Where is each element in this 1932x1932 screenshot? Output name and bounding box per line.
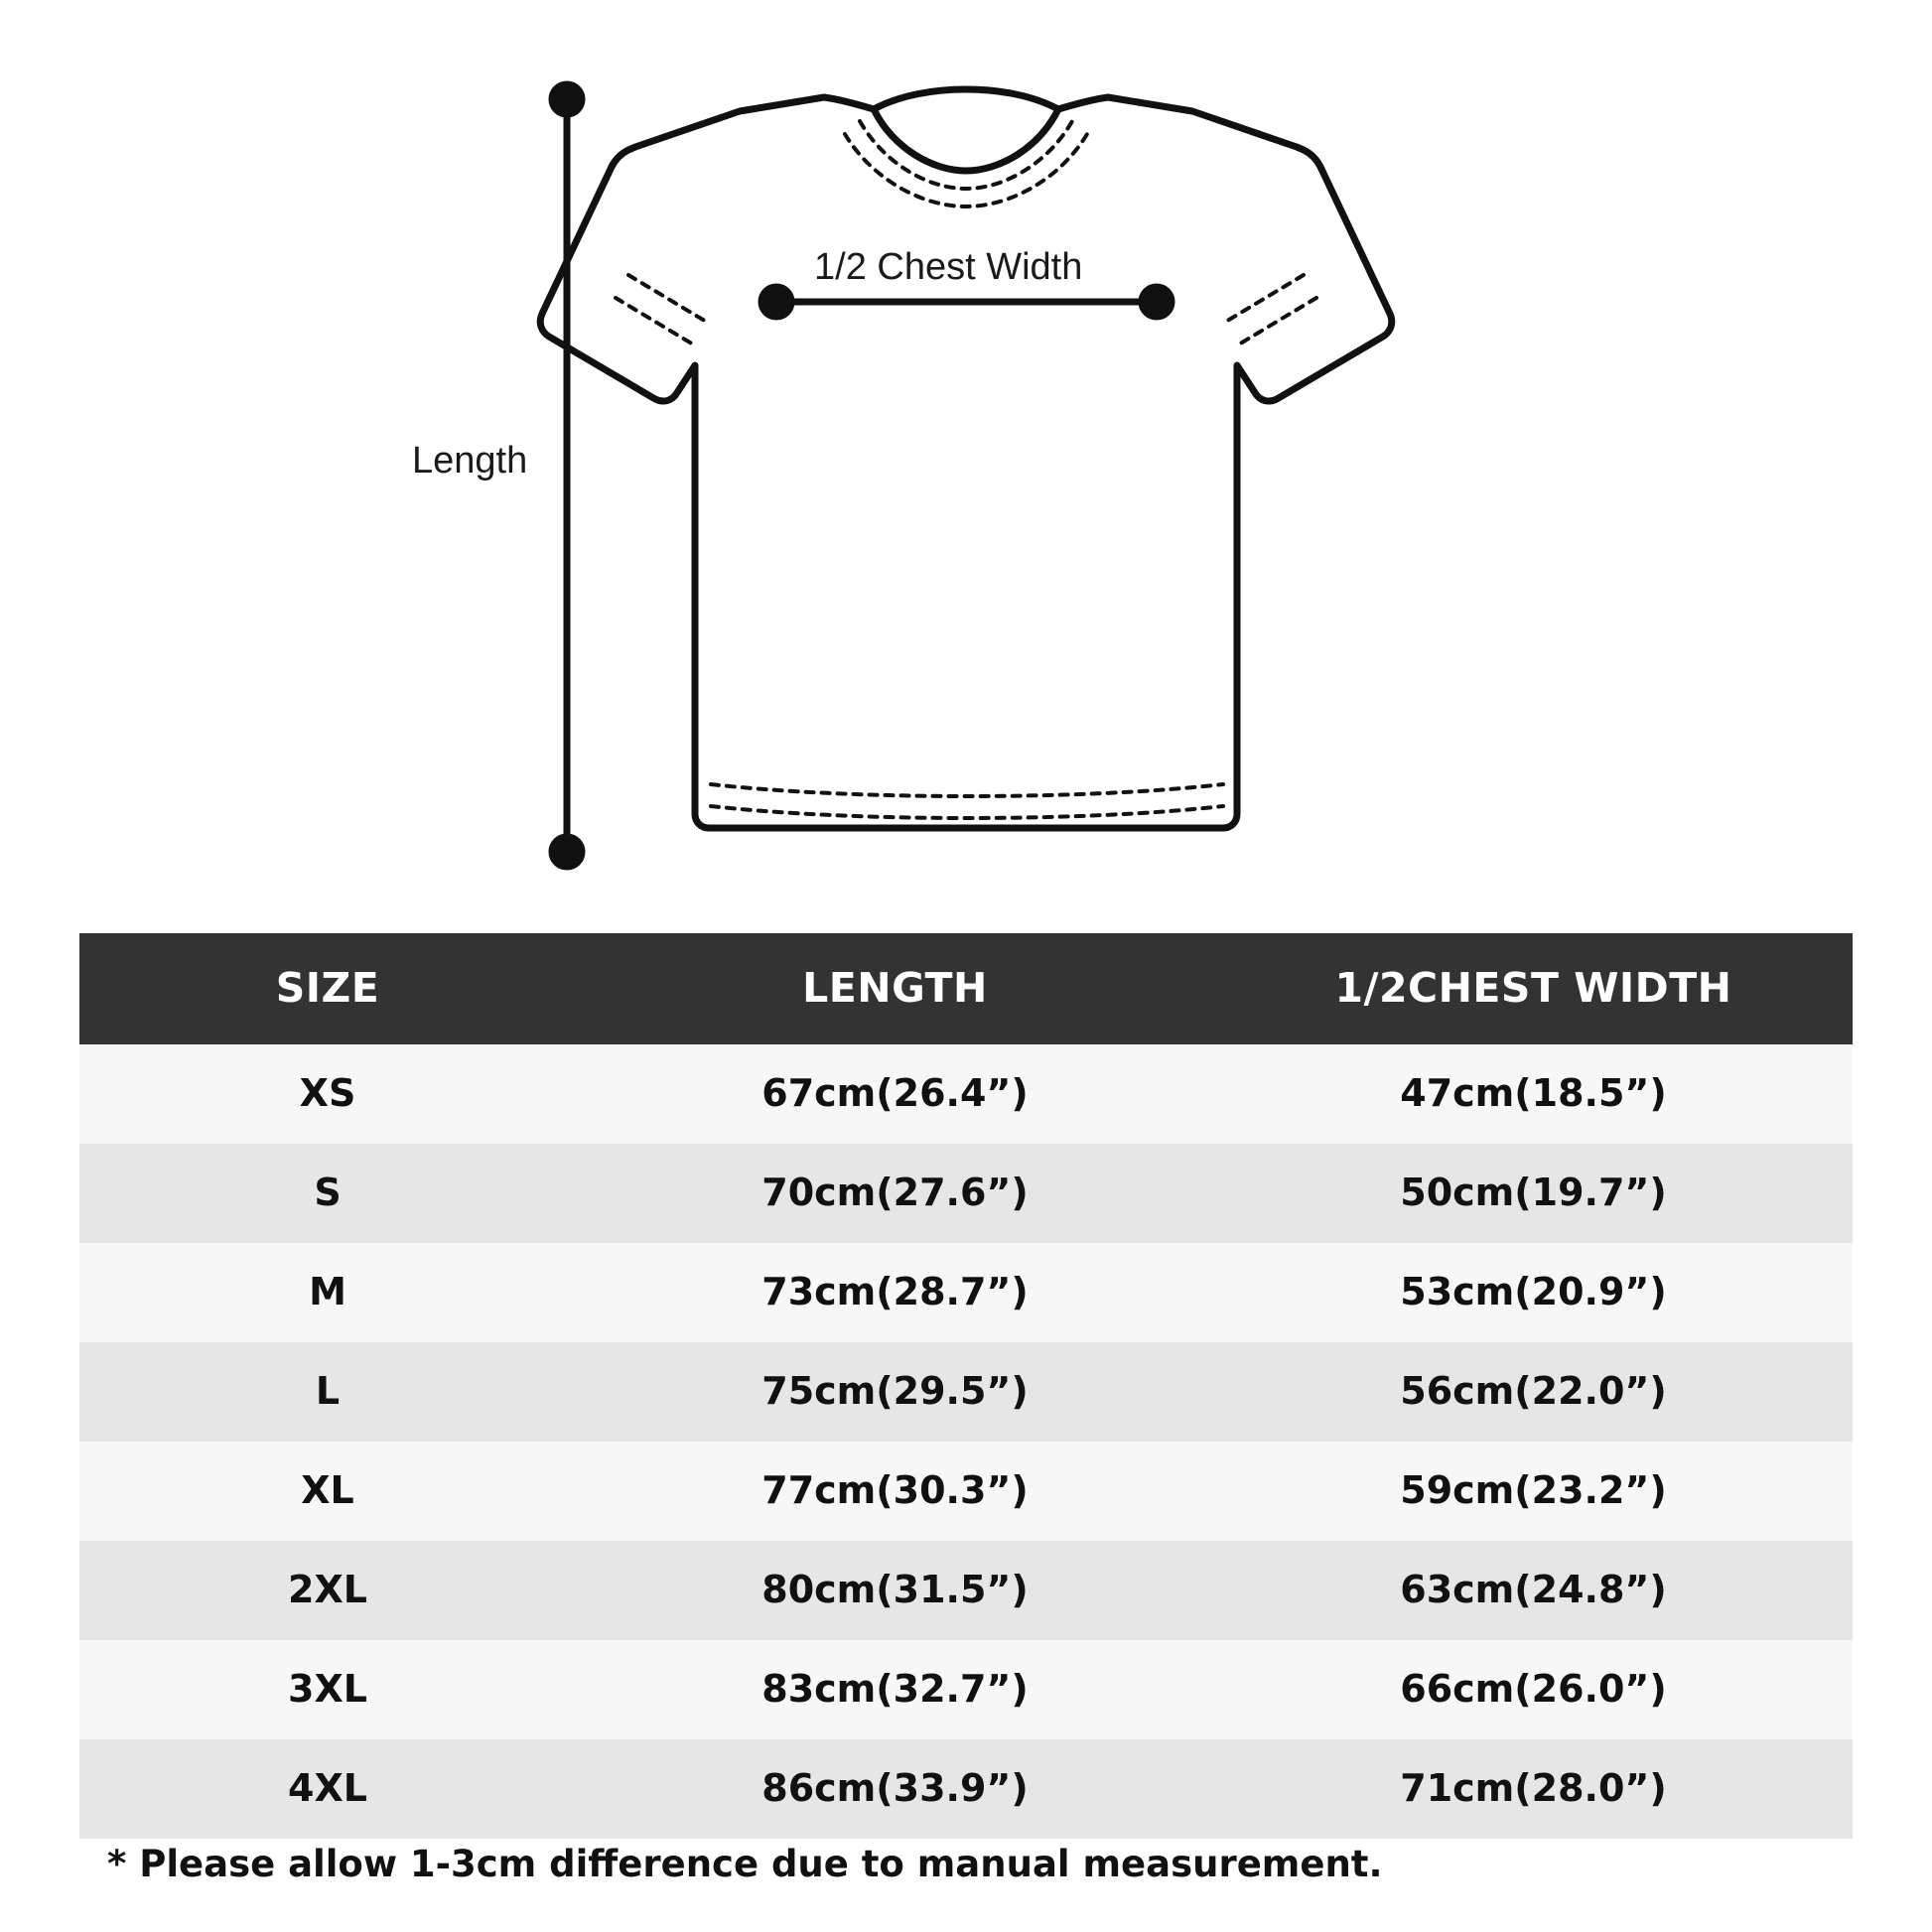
cell-length: 67cm(26.4”): [576, 1044, 1214, 1144]
cell-chest: 63cm(24.8”): [1214, 1541, 1853, 1640]
cell-size: XL: [79, 1442, 576, 1541]
cell-length: 80cm(31.5”): [576, 1541, 1214, 1640]
cell-chest: 59cm(23.2”): [1214, 1442, 1853, 1541]
table-row: [79, 1144, 1853, 1243]
header-size: SIZE: [79, 933, 576, 1044]
header-chest: 1/2CHEST WIDTH: [1214, 933, 1853, 1044]
cell-length: 73cm(28.7”): [576, 1243, 1214, 1342]
cell-length: 70cm(27.6”): [576, 1144, 1214, 1243]
length-label: Length: [412, 440, 528, 482]
cell-chest: 66cm(26.0”): [1214, 1640, 1853, 1739]
tshirt-illustration: [0, 0, 1932, 923]
table-header-row: [79, 933, 1853, 1044]
cell-chest: 53cm(20.9”): [1214, 1243, 1853, 1342]
table-row: [79, 1044, 1853, 1144]
cell-size: 4XL: [79, 1739, 576, 1839]
table-row: [79, 1342, 1853, 1442]
table-row: [79, 1640, 1853, 1739]
table-row: [79, 1442, 1853, 1541]
cell-chest: 50cm(19.7”): [1214, 1144, 1853, 1243]
measurement-footnote: * Please allow 1-3cm difference due to manual measurement.: [107, 1843, 1383, 1885]
cell-length: 75cm(29.5”): [576, 1342, 1214, 1442]
cell-chest: 56cm(22.0”): [1214, 1342, 1853, 1442]
tshirt-diagram: [0, 0, 1932, 923]
cell-length: 77cm(30.3”): [576, 1442, 1214, 1541]
size-table: [79, 933, 1853, 1839]
cell-size: M: [79, 1243, 576, 1342]
cell-size: 2XL: [79, 1541, 576, 1640]
length-measure-line: [552, 84, 582, 867]
cell-chest: 47cm(18.5”): [1214, 1044, 1853, 1144]
size-table-wrap: [79, 933, 1853, 1839]
cell-size: L: [79, 1342, 576, 1442]
size-table-body: [79, 1044, 1853, 1839]
table-row: [79, 1739, 1853, 1839]
header-length: LENGTH: [576, 933, 1214, 1044]
table-row: [79, 1541, 1853, 1640]
cell-size: XS: [79, 1044, 576, 1144]
cell-size: 3XL: [79, 1640, 576, 1739]
cell-size: S: [79, 1144, 576, 1243]
cell-length: 86cm(33.9”): [576, 1739, 1214, 1839]
cell-chest: 71cm(28.0”): [1214, 1739, 1853, 1839]
cell-length: 83cm(32.7”): [576, 1640, 1214, 1739]
chest-width-label: 1/2 Chest Width: [814, 246, 1083, 288]
size-table-head: [79, 933, 1853, 1044]
table-row: [79, 1243, 1853, 1342]
